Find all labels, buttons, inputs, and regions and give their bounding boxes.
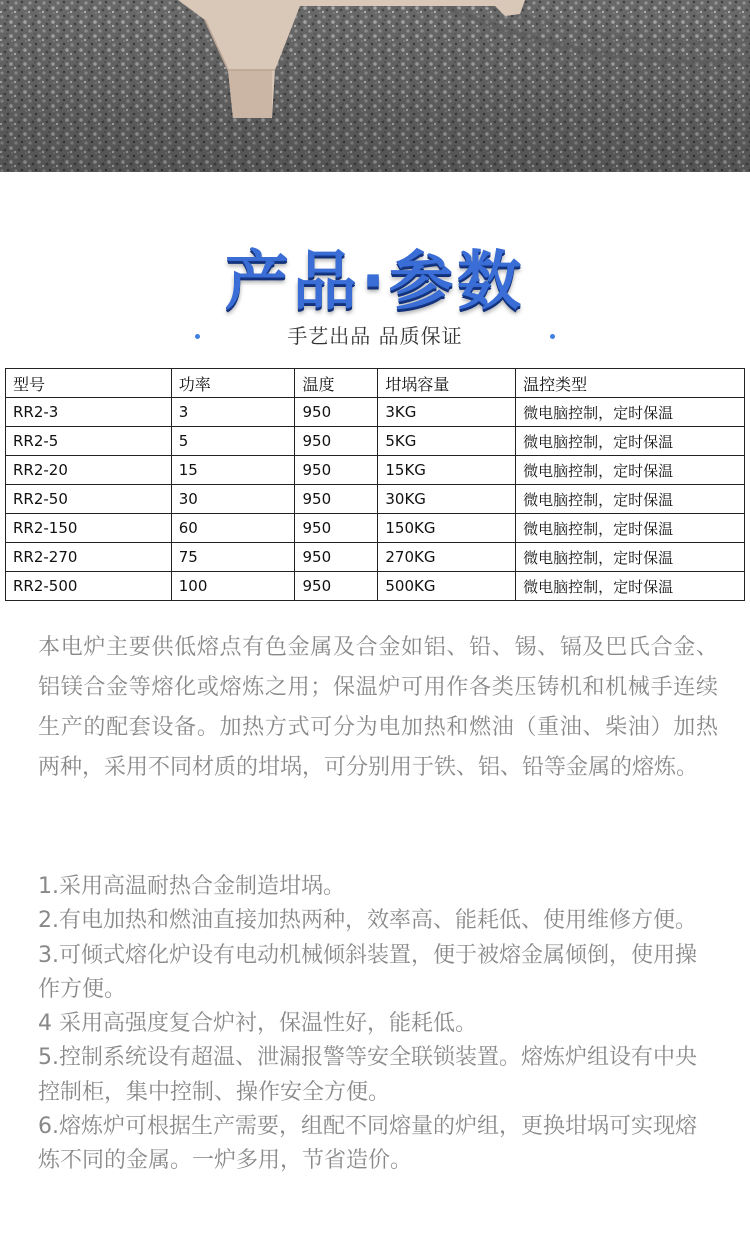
cell-capacity: 500KG [378, 572, 516, 601]
cell-temperature: 950 [295, 456, 378, 485]
cell-temperature: 950 [295, 572, 378, 601]
cell-temp-control: 微电脑控制，定时保温 [516, 543, 745, 572]
feature-list [38, 870, 718, 1179]
cell-capacity: 270KG [378, 543, 516, 572]
right-dot-icon [550, 334, 555, 339]
table-row [6, 485, 745, 514]
cell-temperature: 950 [295, 514, 378, 543]
cell-temperature: 950 [295, 485, 378, 514]
cell-power: 15 [171, 456, 295, 485]
header-crucible-capacity: 坩埚容量 [378, 369, 516, 398]
cell-temperature: 950 [295, 427, 378, 456]
cell-model: RR2-5 [6, 427, 172, 456]
feature-item: 2.有电加热和燃油直接加热两种，效率高、能耗低、使用维修方便。 [38, 908, 697, 934]
cell-power: 3 [171, 398, 295, 427]
cell-temp-control: 微电脑控制，定时保温 [516, 572, 745, 601]
cell-power: 30 [171, 485, 295, 514]
table-row [6, 456, 745, 485]
header-power: 功率 [171, 369, 295, 398]
section-title: 产品·参数 [224, 245, 526, 319]
table-row [6, 572, 745, 601]
cell-power: 75 [171, 543, 295, 572]
cell-model: RR2-270 [6, 543, 172, 572]
table-header-row [6, 369, 745, 398]
cell-temp-control: 微电脑控制，定时保温 [516, 485, 745, 514]
cell-model: RR2-20 [6, 456, 172, 485]
cell-temp-control: 微电脑控制，定时保温 [516, 427, 745, 456]
spec-table [5, 368, 745, 601]
product-photo [0, 0, 750, 172]
product-description: 本电炉主要供低熔点有色金属及合金如铝、铅、锡、镉及巴氏合金、铝镁合金等熔化或熔炼之用；保温炉可用作各类压铸机和机械手连续生产的配套设备。加热方式可分为电加热和燃油（重油、柴油）加热两种，采用不同材质的坩埚，可分别用于铁、铝、铅等金属的熔炼。 [38, 635, 718, 780]
subtitle: 手艺出品 品质保证 [287, 324, 463, 348]
cell-capacity: 3KG [378, 398, 516, 427]
cell-temperature: 950 [295, 398, 378, 427]
subtitle-row [0, 318, 750, 352]
cell-capacity: 5KG [378, 427, 516, 456]
feature-item: 5.控制系统设有超温、泄漏报警等安全联锁装置。熔炼炉组设有中央控制柜，集中控制、操作安全方便。 [38, 1045, 697, 1105]
cell-capacity: 150KG [378, 514, 516, 543]
header-temperature: 温度 [295, 369, 378, 398]
cell-temperature: 950 [295, 543, 378, 572]
cell-temp-control: 微电脑控制，定时保温 [516, 456, 745, 485]
cell-capacity: 30KG [378, 485, 516, 514]
cell-model: RR2-3 [6, 398, 172, 427]
header-temp-control: 温控类型 [516, 369, 745, 398]
furnace-on-gravel-image [0, 0, 750, 172]
feature-item: 4 采用高强度复合炉衬，保温性好，能耗低。 [38, 1011, 477, 1037]
header-model: 型号 [6, 369, 172, 398]
feature-item: 6.熔炼炉可根据生产需要，组配不同熔量的炉组，更换坩埚可实现熔炼不同的金属。一炉多用，节省造价。 [38, 1114, 697, 1174]
cell-model: RR2-150 [6, 514, 172, 543]
cell-power: 5 [171, 427, 295, 456]
feature-item: 3.可倾式熔化炉设有电动机械倾斜装置，便于被熔金属倾倒，使用操作方便。 [38, 942, 697, 1002]
cell-capacity: 15KG [378, 456, 516, 485]
cell-model: RR2-500 [6, 572, 172, 601]
feature-item: 1.采用高温耐热合金制造坩埚。 [38, 874, 345, 899]
cell-power: 60 [171, 514, 295, 543]
table-row [6, 398, 745, 427]
cell-power: 100 [171, 572, 295, 601]
cell-temp-control: 微电脑控制，定时保温 [516, 514, 745, 543]
table-row [6, 543, 745, 572]
table-row [6, 427, 745, 456]
cell-temp-control: 微电脑控制，定时保温 [516, 398, 745, 427]
table-row [6, 514, 745, 543]
cell-model: RR2-50 [6, 485, 172, 514]
